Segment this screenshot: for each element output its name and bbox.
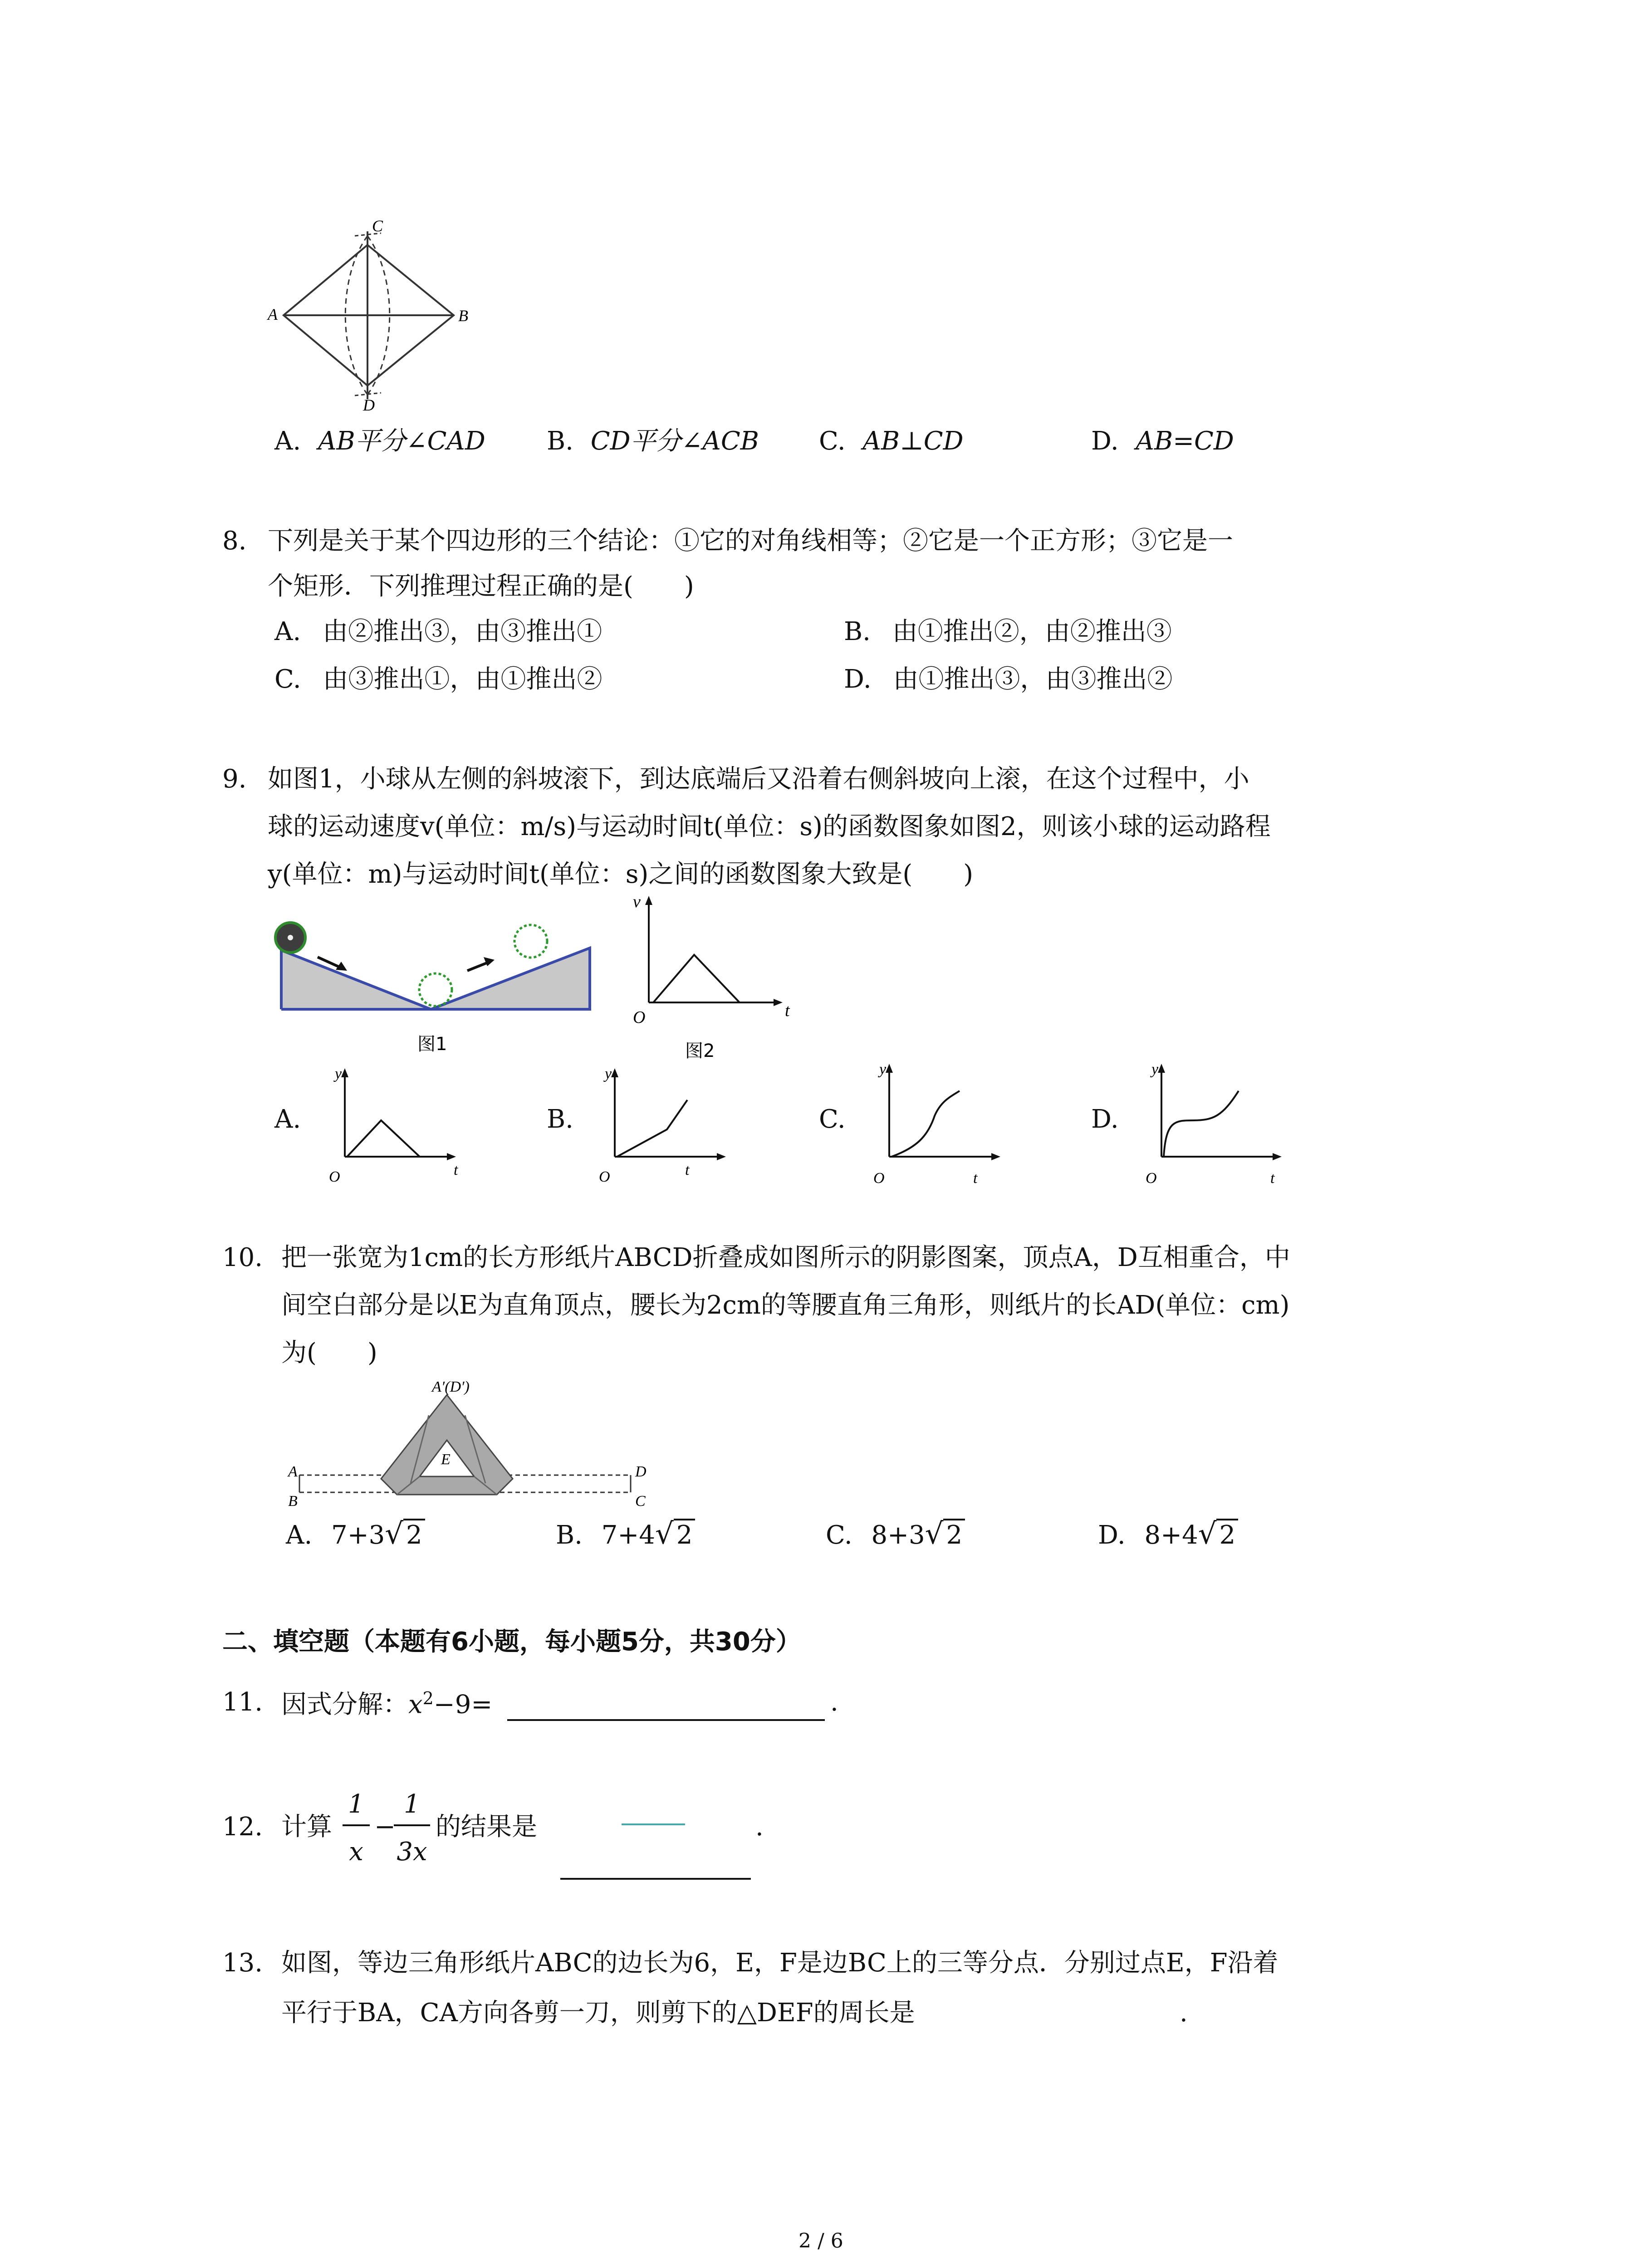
q11-answer-blank[interactable] [507, 1719, 825, 1721]
q10-folded-strip-figure [286, 1374, 658, 1524]
q13-end: . [1180, 1998, 1188, 2028]
q8-line-2: 个矩形．下列推理过程正确的是( ) [268, 572, 694, 601]
option-letter: B. [547, 426, 573, 456]
radicand: 2 [943, 1519, 965, 1550]
label-a: A [288, 1463, 298, 1480]
q8-number: 8. [222, 526, 247, 556]
page-number: 2 / 6 [798, 2229, 843, 2253]
svg-text:O: O [329, 1168, 340, 1185]
q12-minus: − [374, 1812, 396, 1842]
svg-text:O: O [599, 1168, 610, 1185]
q11-text [281, 1690, 492, 1718]
q8-line-1: 下列是关于某个四边形的三个结论：①它的对角线相等；②它是一个正方形；③它是一 [268, 526, 1233, 556]
q9-option-c-graph [862, 1057, 1025, 1188]
label-b: B [288, 1493, 298, 1510]
q12-fraction-2-bar [394, 1824, 430, 1826]
q10-line-2: 间空白部分是以E为直角顶点，腰长为2cm的等腰直角三角形，则纸片的长AD(单位：cm) [281, 1290, 1290, 1320]
axis-v-label: v [633, 892, 641, 911]
svg-text:y: y [879, 1061, 887, 1078]
q8-option-d [844, 667, 1173, 692]
q11-number: 11. [222, 1687, 263, 1717]
q7-rhombus-figure [259, 213, 485, 413]
q9-option-b-graph [588, 1061, 751, 1188]
q12-end: . [755, 1812, 764, 1842]
q13-number: 13. [222, 1948, 263, 1978]
q12-answer-mark [622, 1823, 685, 1825]
radicand: 2 [674, 1519, 696, 1550]
q10-option-c [826, 1517, 965, 1551]
axis-t-label: t [785, 1001, 790, 1020]
option-letter: A. [286, 1520, 313, 1550]
q7-option-a [274, 426, 485, 456]
option-text: 由②推出③，由③推出① [323, 617, 603, 646]
sqrt-sign: √ [655, 1517, 674, 1551]
option-letter: C. [826, 1520, 852, 1550]
svg-text:t: t [973, 1170, 978, 1187]
q9-option-c-letter: C. [819, 1105, 846, 1134]
svg-text:t: t [685, 1162, 690, 1178]
q7-option-d [1091, 426, 1234, 456]
q9-option-a-graph [318, 1061, 481, 1188]
section-2-title: 二、填空题（本题有6小题，每小题5分，共30分） [222, 1627, 801, 1657]
svg-text:y: y [1151, 1061, 1159, 1078]
option-text: 由①推出②，由②推出③ [892, 617, 1172, 646]
q12-fraction-1-bar [343, 1824, 370, 1826]
option-text: 由①推出③，由③推出② [893, 665, 1173, 694]
q12-fraction-2-num: 1 [404, 1789, 420, 1819]
q13-line-2: 平行于BA，CA方向各剪一刀，则剪下的△DEF的周长是 [281, 1998, 915, 2028]
q9-line-2: 球的运动速度v(单位：m/s)与运动时间t(单位：s)的函数图象如图2，则该小球的运动路程 [268, 812, 1271, 841]
label-d: D [635, 1463, 647, 1480]
q10-line-1: 把一张宽为1cm的长方形纸片ABCD折叠成如图所示的阴影图案，顶点A，D互相重合，中 [281, 1243, 1290, 1272]
svg-text:O: O [1146, 1170, 1157, 1187]
option-text: CD平分∠ACB [590, 426, 759, 456]
q11-expr-base: x [408, 1690, 423, 1720]
option-letter: D. [844, 665, 872, 694]
option-letter: C. [274, 665, 301, 694]
q11-prompt: 因式分解： [281, 1690, 408, 1720]
q11-end: . [830, 1687, 838, 1717]
option-expr: 8+4 [1144, 1520, 1198, 1550]
q9-figure-1-slopes [268, 912, 603, 1061]
q9-number: 9. [222, 764, 247, 794]
q9-option-b-letter: B. [547, 1105, 573, 1134]
q12-answer-blank[interactable] [560, 1878, 751, 1880]
svg-text:y: y [605, 1066, 612, 1082]
svg-text:y: y [335, 1066, 342, 1082]
q8-option-c [274, 667, 602, 692]
label-d: D [363, 396, 375, 414]
q10-number: 10. [222, 1243, 263, 1272]
sqrt-sign: √ [1198, 1517, 1217, 1551]
q9-line-1: 如图1，小球从左侧的斜坡滚下，到达底端后又沿着右侧斜坡向上滚，在这个过程中，小 [268, 764, 1249, 794]
option-letter: C. [819, 426, 846, 456]
q13-line-1: 如图，等边三角形纸片ABC的边长为6，E，F是边BC上的三等分点．分别过点E，F沿着 [281, 1948, 1279, 1978]
q9-figure-2-vt-graph [626, 889, 808, 1066]
q10-option-b [556, 1517, 695, 1551]
origin-label: O [633, 1008, 646, 1027]
q11-expr-rest: −9= [433, 1690, 493, 1720]
option-expr: 8+3 [871, 1520, 925, 1550]
q12-fraction-2-den: 3x [397, 1837, 427, 1867]
sqrt-sign: √ [925, 1517, 944, 1551]
q7-option-b [547, 426, 759, 456]
q9-option-a-letter: A. [274, 1105, 301, 1134]
q12-suffix: 的结果是 [436, 1812, 537, 1842]
option-expr: 7+4 [601, 1520, 655, 1550]
q9-option-d-letter: D. [1091, 1105, 1119, 1134]
option-text: AB=CD [1136, 426, 1234, 456]
option-text: AB平分∠CAD [318, 426, 485, 456]
option-letter: A. [274, 426, 301, 456]
q12-fraction-1-num: 1 [348, 1789, 364, 1819]
q10-line-3: 为( ) [281, 1338, 377, 1368]
label-e: E [441, 1451, 451, 1468]
radicand: 2 [1216, 1519, 1238, 1550]
q10-option-a [286, 1517, 425, 1551]
sqrt-sign: √ [385, 1517, 404, 1551]
option-text: 由③推出①，由①推出② [323, 665, 603, 694]
label-c: C [372, 217, 383, 235]
svg-text:t: t [1270, 1170, 1275, 1187]
label-b: B [458, 307, 468, 325]
option-letter: B. [844, 617, 871, 646]
q10-option-d [1098, 1517, 1238, 1551]
option-expr: 7+3 [331, 1520, 385, 1550]
label-a: A [268, 305, 278, 323]
option-letter: D. [1098, 1520, 1126, 1550]
q12-prefix: 计算 [281, 1812, 332, 1842]
radicand: 2 [403, 1519, 425, 1550]
option-letter: B. [556, 1520, 583, 1550]
q11-expr-exp: 2 [422, 1688, 434, 1708]
option-letter: D. [1091, 426, 1119, 456]
fig2-caption: 图2 [685, 1041, 715, 1061]
q7-option-c [819, 426, 964, 456]
svg-text:O: O [873, 1170, 885, 1187]
q8-option-a [274, 619, 602, 645]
fig1-caption: 图1 [417, 1034, 447, 1055]
label-a-prime-d-prime: A′(D′) [432, 1378, 470, 1395]
svg-text:t: t [454, 1162, 458, 1178]
q12-fraction-1-den: x [349, 1837, 363, 1867]
q8-option-b [844, 619, 1172, 645]
option-letter: A. [274, 617, 301, 646]
option-text: AB⊥CD [862, 426, 964, 456]
q12-number: 12. [222, 1812, 263, 1842]
label-c: C [635, 1493, 646, 1510]
q9-option-d-graph [1134, 1057, 1298, 1188]
q9-line-3: y(单位：m)与运动时间t(单位：s)之间的函数图象大致是( ) [268, 860, 974, 889]
